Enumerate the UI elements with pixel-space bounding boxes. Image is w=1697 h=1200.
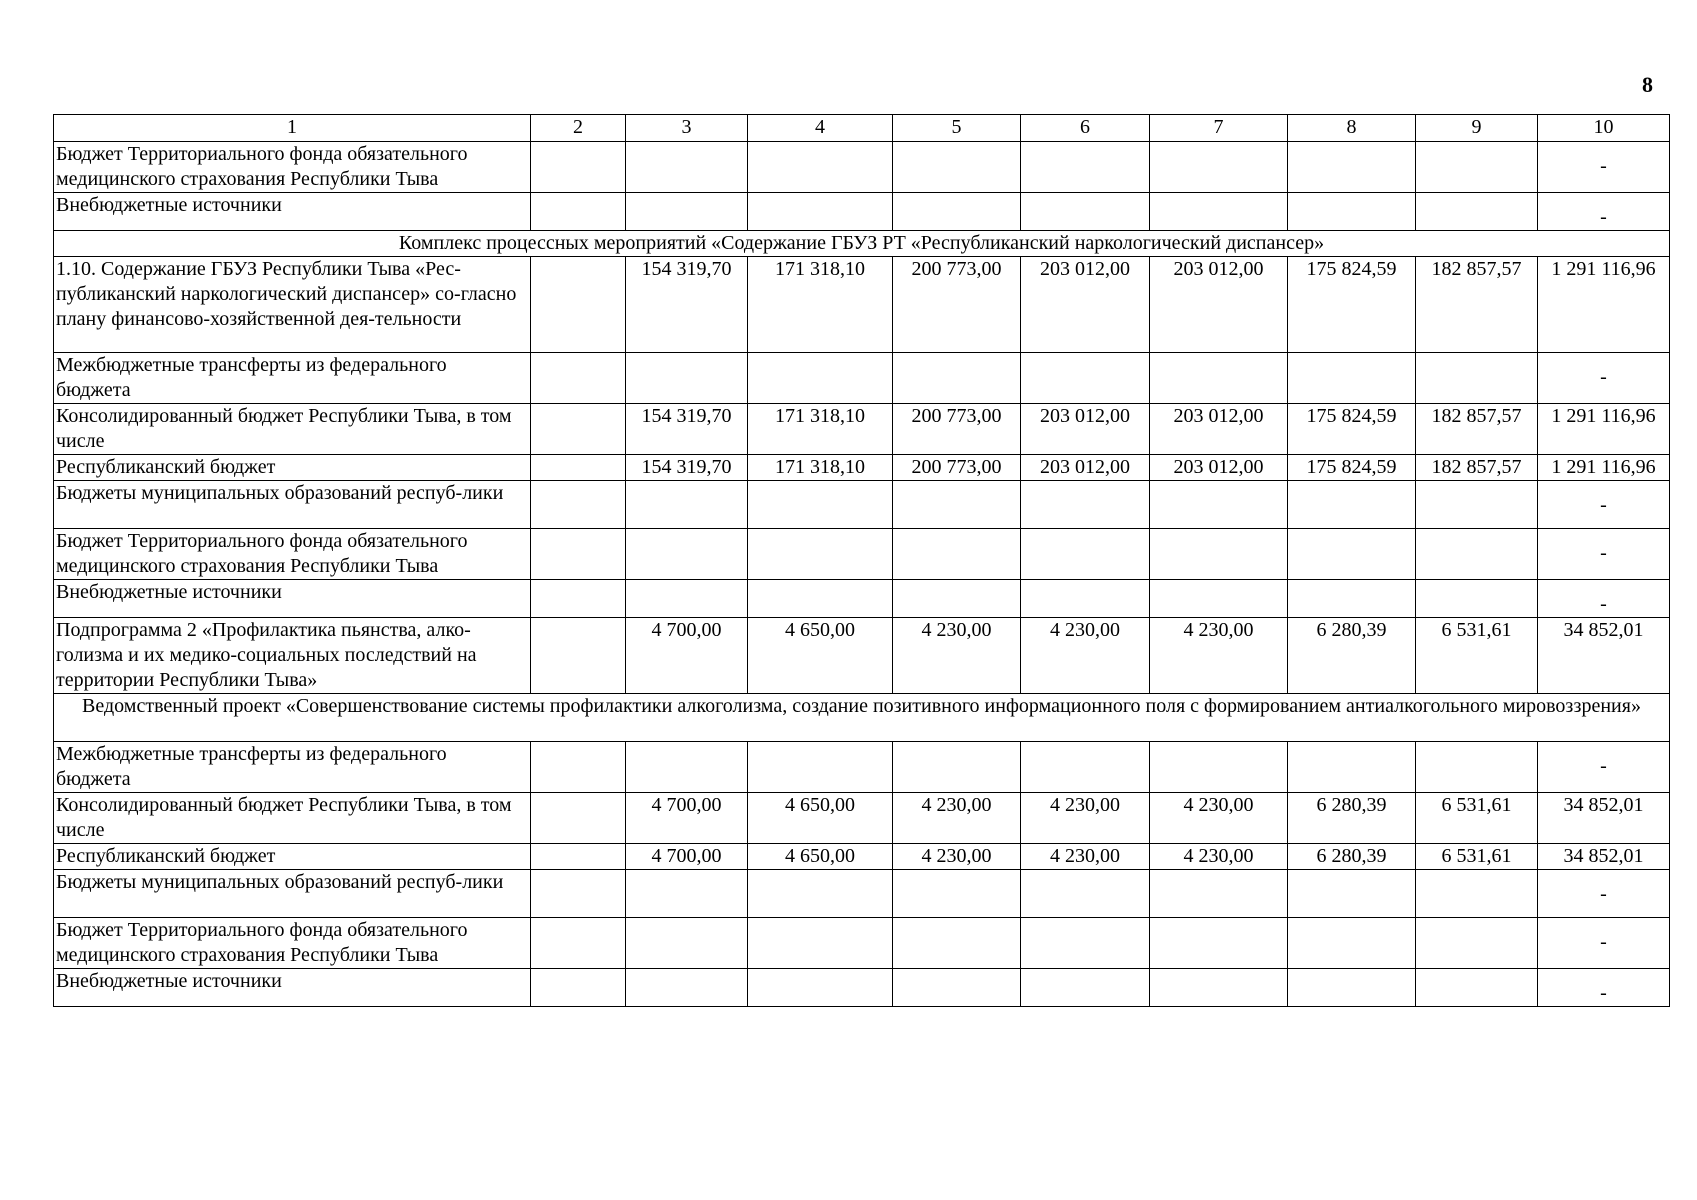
table-row <box>54 844 1670 870</box>
cell-col-9: 6 531,61 <box>1416 844 1538 870</box>
cell-col-6: 4 230,00 <box>1021 844 1150 870</box>
cell-col-4: 4 650,00 <box>748 844 893 870</box>
cell-col-3: 4 700,00 <box>626 793 748 844</box>
cell-col-7: 203 012,00 <box>1150 404 1288 455</box>
cell-col-3: 154 319,70 <box>626 455 748 481</box>
row-label: Бюджеты муниципальных образований респуб-лики <box>54 481 531 529</box>
cell-col-3 <box>626 142 748 193</box>
row-label: Бюджет Территориального фонда обязательного медицинского страхования Республики Тыва <box>54 142 531 193</box>
row-label: 1.10. Содержание ГБУЗ Республики Тыва «Рес-публиканский наркологический диспансер» со-гласно плану финансово-хозяйственной дея-тельности <box>54 257 531 353</box>
cell-col-9 <box>1416 969 1538 1007</box>
cell-col-2 <box>531 870 626 918</box>
cell-col-8 <box>1288 481 1416 529</box>
cell-col-3 <box>626 580 748 618</box>
cell-col-5 <box>893 918 1021 969</box>
section-title: Ведомственный проект «Совершенствование системы профилактики алкоголизма, создание позитивного информационного поля с формированием антиалкогольного мировоззрения» <box>54 694 1670 742</box>
cell-col-9 <box>1416 193 1538 231</box>
budget-table <box>53 114 1670 1007</box>
cell-col-4 <box>748 870 893 918</box>
cell-col-5 <box>893 580 1021 618</box>
cell-col-5: 200 773,00 <box>893 257 1021 353</box>
cell-total: 1 291 116,96 <box>1538 404 1670 455</box>
cell-col-6 <box>1021 742 1150 793</box>
cell-col-9 <box>1416 870 1538 918</box>
cell-total: 1 291 116,96 <box>1538 257 1670 353</box>
column-header-3: 3 <box>626 115 748 142</box>
cell-col-8 <box>1288 580 1416 618</box>
cell-col-9: 6 531,61 <box>1416 793 1538 844</box>
cell-col-3 <box>626 193 748 231</box>
cell-col-8 <box>1288 969 1416 1007</box>
cell-col-9 <box>1416 529 1538 580</box>
row-label: Бюджет Территориального фонда обязательного медицинского страхования Республики Тыва <box>54 529 531 580</box>
cell-col-9: 182 857,57 <box>1416 257 1538 353</box>
table-row <box>54 870 1670 918</box>
cell-col-9: 182 857,57 <box>1416 404 1538 455</box>
cell-total: 1 291 116,96 <box>1538 455 1670 481</box>
cell-col-2 <box>531 618 626 694</box>
cell-col-6 <box>1021 969 1150 1007</box>
cell-col-6: 203 012,00 <box>1021 404 1150 455</box>
cell-col-8: 175 824,59 <box>1288 404 1416 455</box>
cell-col-2 <box>531 481 626 529</box>
cell-col-3 <box>626 481 748 529</box>
cell-col-3 <box>626 529 748 580</box>
cell-col-4 <box>748 580 893 618</box>
column-header-2: 2 <box>531 115 626 142</box>
cell-col-8 <box>1288 353 1416 404</box>
cell-col-2 <box>531 257 626 353</box>
table-row <box>54 580 1670 618</box>
cell-col-6 <box>1021 870 1150 918</box>
cell-col-7 <box>1150 142 1288 193</box>
cell-col-5: 4 230,00 <box>893 793 1021 844</box>
cell-col-6 <box>1021 193 1150 231</box>
cell-col-6: 4 230,00 <box>1021 793 1150 844</box>
cell-col-5: 200 773,00 <box>893 455 1021 481</box>
cell-col-6 <box>1021 918 1150 969</box>
cell-total: 34 852,01 <box>1538 793 1670 844</box>
cell-col-6 <box>1021 481 1150 529</box>
cell-col-5 <box>893 142 1021 193</box>
cell-col-6 <box>1021 353 1150 404</box>
cell-col-9 <box>1416 580 1538 618</box>
cell-col-5 <box>893 969 1021 1007</box>
cell-col-7 <box>1150 580 1288 618</box>
column-header-9: 9 <box>1416 115 1538 142</box>
column-header-6: 6 <box>1021 115 1150 142</box>
table-row <box>54 918 1670 969</box>
cell-col-2 <box>531 580 626 618</box>
cell-col-7 <box>1150 529 1288 580</box>
cell-col-4 <box>748 742 893 793</box>
cell-col-7 <box>1150 481 1288 529</box>
cell-col-5 <box>893 529 1021 580</box>
row-label: Внебюджетные источники <box>54 969 531 1007</box>
cell-col-2 <box>531 529 626 580</box>
cell-col-4 <box>748 529 893 580</box>
cell-col-9 <box>1416 142 1538 193</box>
table-row <box>54 455 1670 481</box>
cell-col-4 <box>748 918 893 969</box>
cell-col-4 <box>748 142 893 193</box>
cell-col-8: 175 824,59 <box>1288 455 1416 481</box>
cell-total: - <box>1538 918 1670 969</box>
cell-col-9 <box>1416 481 1538 529</box>
row-label: Консолидированный бюджет Республики Тыва, в том числе <box>54 404 531 455</box>
cell-col-2 <box>531 455 626 481</box>
cell-col-8 <box>1288 870 1416 918</box>
cell-col-3 <box>626 870 748 918</box>
cell-col-2 <box>531 918 626 969</box>
cell-col-6 <box>1021 142 1150 193</box>
cell-col-7 <box>1150 742 1288 793</box>
cell-col-2 <box>531 193 626 231</box>
table-header-row <box>54 115 1670 142</box>
column-header-8: 8 <box>1288 115 1416 142</box>
cell-total: - <box>1538 353 1670 404</box>
cell-col-4 <box>748 481 893 529</box>
cell-col-9 <box>1416 918 1538 969</box>
cell-col-6: 4 230,00 <box>1021 618 1150 694</box>
cell-total: - <box>1538 580 1670 618</box>
cell-col-2 <box>531 844 626 870</box>
cell-col-8 <box>1288 529 1416 580</box>
cell-col-3 <box>626 742 748 793</box>
row-label: Межбюджетные трансферты из федерального бюджета <box>54 742 531 793</box>
cell-total: - <box>1538 870 1670 918</box>
table-row <box>54 793 1670 844</box>
section-header-row <box>54 231 1670 257</box>
cell-col-5: 4 230,00 <box>893 618 1021 694</box>
cell-col-4 <box>748 353 893 404</box>
cell-col-3 <box>626 969 748 1007</box>
cell-col-8: 6 280,39 <box>1288 618 1416 694</box>
cell-col-7 <box>1150 193 1288 231</box>
row-label: Межбюджетные трансферты из федерального бюджета <box>54 353 531 404</box>
cell-col-2 <box>531 142 626 193</box>
section-header-row <box>54 694 1670 742</box>
cell-col-3: 154 319,70 <box>626 404 748 455</box>
cell-col-8 <box>1288 142 1416 193</box>
cell-col-2 <box>531 742 626 793</box>
cell-col-9: 6 531,61 <box>1416 618 1538 694</box>
cell-col-5 <box>893 870 1021 918</box>
cell-col-5 <box>893 742 1021 793</box>
cell-col-4: 4 650,00 <box>748 793 893 844</box>
table-row <box>54 353 1670 404</box>
table-row <box>54 969 1670 1007</box>
cell-col-9 <box>1416 742 1538 793</box>
cell-col-8: 6 280,39 <box>1288 793 1416 844</box>
column-header-4: 4 <box>748 115 893 142</box>
table-row <box>54 142 1670 193</box>
cell-col-4: 171 318,10 <box>748 455 893 481</box>
cell-col-5 <box>893 481 1021 529</box>
cell-col-5 <box>893 353 1021 404</box>
cell-total: - <box>1538 142 1670 193</box>
cell-col-3: 4 700,00 <box>626 618 748 694</box>
cell-col-2 <box>531 404 626 455</box>
cell-col-7 <box>1150 353 1288 404</box>
cell-total: - <box>1538 481 1670 529</box>
cell-col-3 <box>626 918 748 969</box>
cell-col-7: 4 230,00 <box>1150 618 1288 694</box>
cell-col-8 <box>1288 742 1416 793</box>
table-row <box>54 193 1670 231</box>
row-label: Республиканский бюджет <box>54 455 531 481</box>
row-label: Бюджеты муниципальных образований респуб-лики <box>54 870 531 918</box>
cell-col-9 <box>1416 353 1538 404</box>
cell-col-4 <box>748 969 893 1007</box>
cell-col-6: 203 012,00 <box>1021 455 1150 481</box>
cell-col-3: 154 319,70 <box>626 257 748 353</box>
row-label: Консолидированный бюджет Республики Тыва, в том числе <box>54 793 531 844</box>
cell-col-3 <box>626 353 748 404</box>
cell-col-7 <box>1150 870 1288 918</box>
cell-total: 34 852,01 <box>1538 844 1670 870</box>
cell-col-2 <box>531 353 626 404</box>
cell-col-3: 4 700,00 <box>626 844 748 870</box>
column-header-5: 5 <box>893 115 1021 142</box>
cell-col-7: 203 012,00 <box>1150 257 1288 353</box>
table-row <box>54 618 1670 694</box>
cell-total: 34 852,01 <box>1538 618 1670 694</box>
cell-col-5: 200 773,00 <box>893 404 1021 455</box>
cell-col-4: 4 650,00 <box>748 618 893 694</box>
cell-col-7: 4 230,00 <box>1150 793 1288 844</box>
cell-col-7: 203 012,00 <box>1150 455 1288 481</box>
cell-col-8: 175 824,59 <box>1288 257 1416 353</box>
cell-total: - <box>1538 529 1670 580</box>
table-row <box>54 742 1670 793</box>
cell-col-9: 182 857,57 <box>1416 455 1538 481</box>
cell-col-7: 4 230,00 <box>1150 844 1288 870</box>
cell-col-8: 6 280,39 <box>1288 844 1416 870</box>
cell-total: - <box>1538 969 1670 1007</box>
row-label: Подпрограмма 2 «Профилактика пьянства, алко-голизма и их медико-социальных последствий на территории Республики Тыва» <box>54 618 531 694</box>
table-row <box>54 257 1670 353</box>
table-row <box>54 529 1670 580</box>
cell-col-8 <box>1288 193 1416 231</box>
row-label: Внебюджетные источники <box>54 193 531 231</box>
row-label: Внебюджетные источники <box>54 580 531 618</box>
cell-col-6 <box>1021 580 1150 618</box>
cell-col-6: 203 012,00 <box>1021 257 1150 353</box>
column-header-10: 10 <box>1538 115 1670 142</box>
table-row <box>54 404 1670 455</box>
cell-col-7 <box>1150 918 1288 969</box>
row-label: Бюджет Территориального фонда обязательного медицинского страхования Республики Тыва <box>54 918 531 969</box>
cell-col-7 <box>1150 969 1288 1007</box>
table-row <box>54 481 1670 529</box>
cell-col-4 <box>748 193 893 231</box>
cell-col-4: 171 318,10 <box>748 404 893 455</box>
cell-col-4: 171 318,10 <box>748 257 893 353</box>
section-title: Комплекс процессных мероприятий «Содержание ГБУЗ РТ «Республиканский наркологический диспансер» <box>54 231 1670 257</box>
cell-col-8 <box>1288 918 1416 969</box>
cell-total: - <box>1538 742 1670 793</box>
page-number: 8 <box>1642 72 1653 97</box>
cell-col-5 <box>893 193 1021 231</box>
cell-col-5: 4 230,00 <box>893 844 1021 870</box>
cell-total: - <box>1538 193 1670 231</box>
column-header-7: 7 <box>1150 115 1288 142</box>
cell-col-2 <box>531 793 626 844</box>
row-label: Республиканский бюджет <box>54 844 531 870</box>
column-header-1: 1 <box>54 115 531 142</box>
cell-col-2 <box>531 969 626 1007</box>
cell-col-6 <box>1021 529 1150 580</box>
